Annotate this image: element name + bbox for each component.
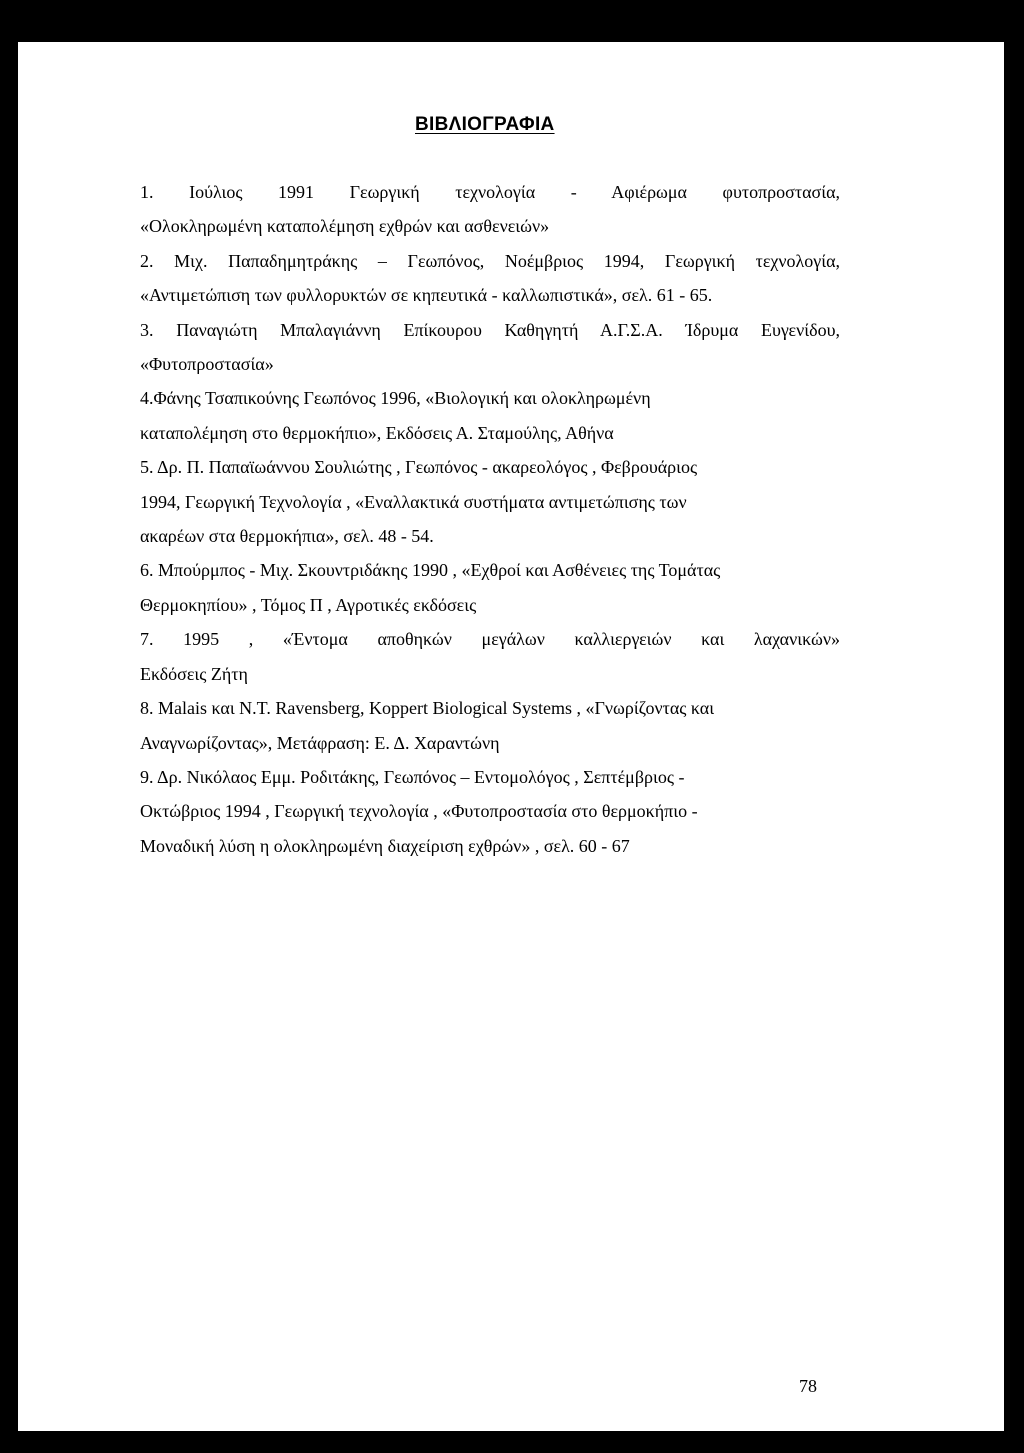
reference-item-2 <box>140 244 840 313</box>
reference-line: 5. Δρ. Π. Παπαϊωάννου Σουλιώτης , Γεωπόνος - ακαρεολόγος , Φεβρουάριος <box>140 457 698 478</box>
reference-item-9 <box>140 760 840 863</box>
reference-line: 3. Παναγιώτη Μπαλαγιάννη Επίκουρου Καθηγητή Α.Γ.Σ.Α. Ίδρυμα Ευγενίδου, <box>140 319 840 340</box>
reference-item-1 <box>140 175 840 244</box>
reference-line: Θερμοκηπίου» , Τόμος Π , Αγροτικές εκδόσεις <box>140 594 477 615</box>
reference-line: «Φυτοπροστασία» <box>140 354 274 375</box>
reference-line: καταπολέμηση στο θερμοκήπιο», Εκδόσεις Α. Σταμούλης, Αθήνα <box>140 422 614 443</box>
reference-line: 6. Μπούρμπος - Μιχ. Σκουντριδάκης 1990 , «Εχθροί και Ασθένειες της Τομάτας <box>140 560 721 581</box>
bibliography-heading: ΒΙΒΛΙΟΓΡΑΦΙΑ <box>415 114 555 135</box>
reference-item-6 <box>140 553 840 622</box>
reference-item-7 <box>140 622 840 691</box>
page-number: 78 <box>799 1376 817 1396</box>
reference-line: 2. Μιχ. Παπαδημητράκης – Γεωπόνος, Νοέμβριος 1994, Γεωργική τεχνολογία, <box>140 250 840 271</box>
reference-line: 1994, Γεωργική Τεχνολογία , «Εναλλακτικά συστήματα αντιμετώπισης των <box>140 491 687 512</box>
reference-line: ακαρέων στα θερμοκήπια», σελ. 48 - 54. <box>140 526 434 547</box>
reference-line: Μοναδική λύση η ολοκληρωμένη διαχείριση εχθρών» , σελ. 60 - 67 <box>140 835 630 856</box>
reference-line: Οκτώβριος 1994 , Γεωργική τεχνολογία , «Φυτοπροστασία στο θερμοκήπιο - <box>140 801 698 822</box>
reference-line: Εκδόσεις Ζήτη <box>140 663 248 684</box>
reference-line: 1. Ιούλιος 1991 Γεωργική τεχνολογία - Αφιέρωμα φυτοπροστασία, <box>140 182 840 202</box>
reference-item-5 <box>140 450 840 553</box>
reference-line: 4.Φάνης Τσαπικούνης Γεωπόνος 1996, «Βιολογική και ολοκληρωμένη <box>140 388 651 409</box>
document-page <box>18 42 1004 1431</box>
reference-list <box>140 175 840 863</box>
reference-line: «Αντιμετώπιση των φυλλορυκτών σε κηπευτικά - καλλωπιστικά», σελ. 61 - 65. <box>140 285 713 306</box>
reference-line: 9. Δρ. Νικόλαος Εμμ. Ροδιτάκης, Γεωπόνος – Εντομολόγος , Σεπτέμβριος - <box>140 766 685 787</box>
reference-line: 8. Malais και N.T. Ravensberg, Koppert Biological Systems , «Γνωρίζοντας και <box>140 698 715 719</box>
reference-line: Αναγνωρίζοντας», Μετάφραση: Ε. Δ. Χαραντώνη <box>140 732 500 753</box>
reference-line: «Ολοκληρωμένη καταπολέμηση εχθρών και ασθενειών» <box>140 216 550 237</box>
reference-line: 7. 1995 , «Έντομα αποθηκών μεγάλων καλλιεργειών και λαχανικών» <box>140 629 840 650</box>
reference-item-8 <box>140 691 840 760</box>
reference-item-4 <box>140 381 840 450</box>
reference-item-3 <box>140 313 840 382</box>
